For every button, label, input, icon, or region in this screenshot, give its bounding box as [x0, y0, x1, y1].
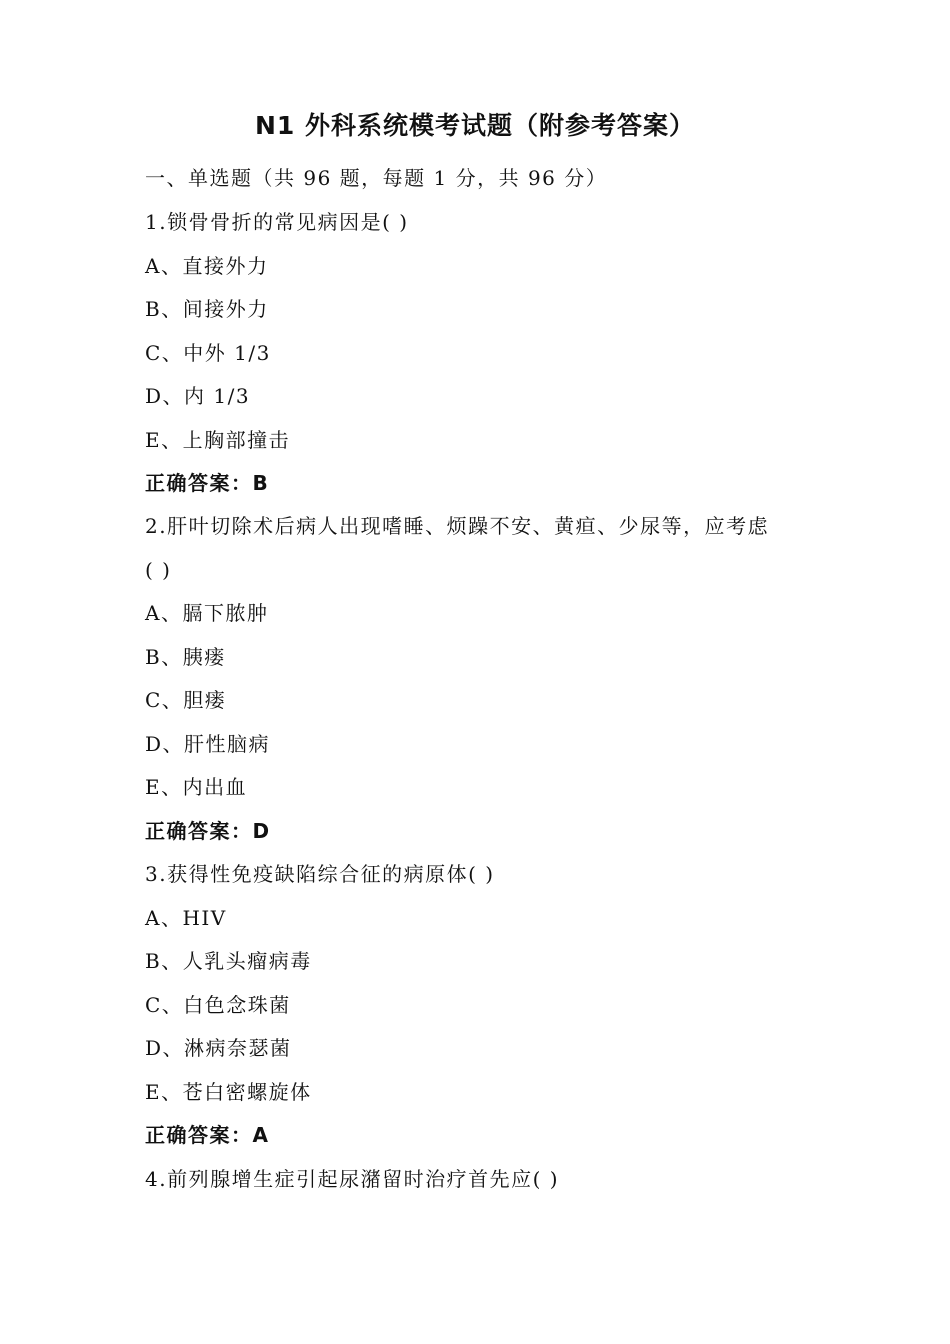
question-1-answer: 正确答案：B — [145, 471, 270, 495]
question-3-answer: 正确答案：A — [145, 1123, 270, 1147]
question-3-option-a: A、HIV — [145, 906, 227, 930]
question-1-option-d: D、内 1/3 — [145, 384, 251, 408]
question-1-stem: 1.锁骨骨折的常见病因是( ) — [145, 210, 409, 234]
question-2-option-a: A、膈下脓肿 — [145, 601, 269, 625]
question-2-option-e: E、内出血 — [145, 775, 248, 799]
question-2-option-d: D、肝性脑病 — [145, 732, 271, 756]
question-4-stem: 4.前列腺增生症引起尿潴留时治疗首先应( ) — [145, 1167, 560, 1191]
question-1-option-c: C、中外 1/3 — [145, 341, 271, 365]
question-1-option-e: E、上胸部撞击 — [145, 428, 291, 452]
question-1-option-b: B、间接外力 — [145, 297, 269, 321]
question-2-option-c: C、胆瘘 — [145, 688, 227, 712]
question-3-stem: 3.获得性免疫缺陷综合征的病原体( ) — [145, 862, 495, 886]
section-heading: 一、单选题（共 96 题，每题 1 分，共 96 分） — [145, 166, 608, 190]
question-1-option-a: A、直接外力 — [145, 254, 269, 278]
question-3-option-e: E、苍白密螺旋体 — [145, 1080, 312, 1104]
question-3-option-b: B、人乳头瘤病毒 — [145, 949, 312, 973]
question-3-option-c: C、白色念珠菌 — [145, 993, 291, 1017]
question-2-stem-continued: ( ) — [145, 558, 172, 582]
document-title: N1 外科系统模考试题（附参考答案） — [254, 111, 696, 140]
question-3-option-d: D、淋病奈瑟菌 — [145, 1036, 292, 1060]
question-2-answer: 正确答案：D — [145, 819, 271, 843]
question-2-stem: 2.肝叶切除术后病人出现嗜睡、烦躁不安、黄疸、少尿等，应考虑 — [145, 514, 770, 538]
question-2-option-b: B、胰瘘 — [145, 645, 226, 669]
